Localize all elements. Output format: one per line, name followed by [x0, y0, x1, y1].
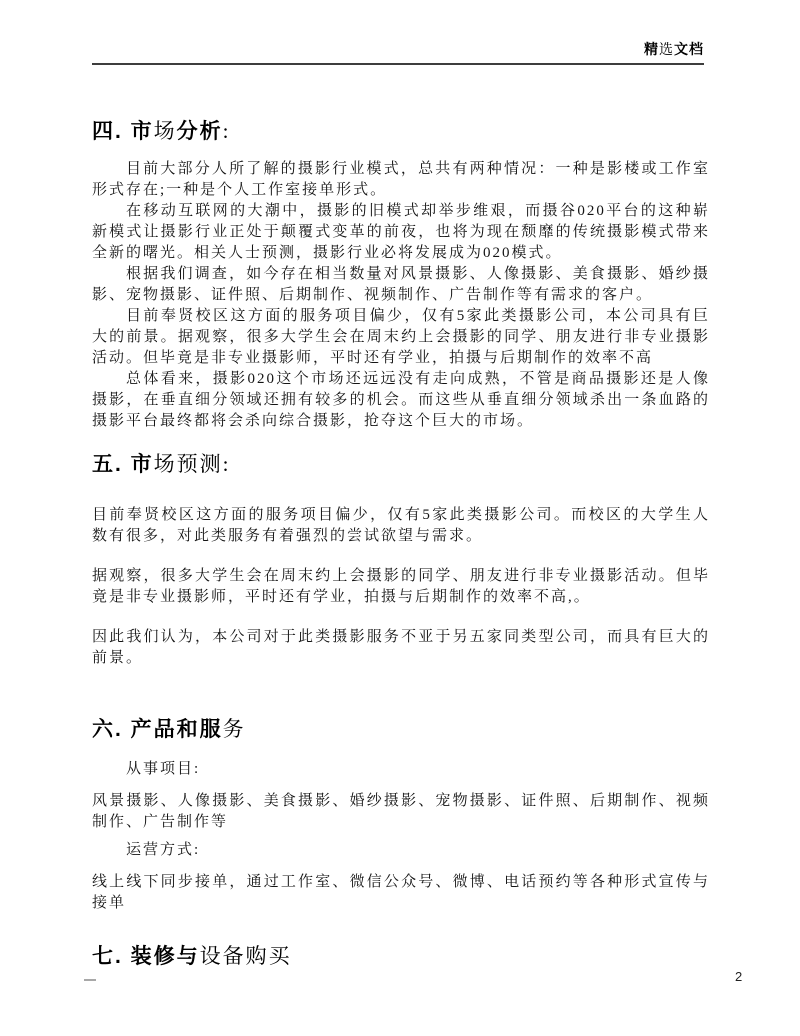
section-products-services — [92, 716, 710, 921]
text-segment: 六. 产品和服 — [92, 718, 223, 741]
paragraph: 根据我们调查，如今存在相当数量对风景摄影、人像摄影、美食摄影、婚纱摄影、宠物摄影、证件照、后期制作、视频制作、广告制作等有需求的客户。 — [92, 266, 710, 303]
text-segment: 务 — [222, 717, 246, 741]
text-segment: 七. 装修与 — [92, 945, 200, 968]
paragraph: 目前大部分人所了解的摄影行业模式，总共有两种情况：一种是影楼或工作室形式存在;一种是个人工作室接单形式。 — [92, 161, 710, 198]
text-segment: 五. 市 — [92, 453, 154, 476]
text-segment: 设备购买 — [199, 944, 292, 968]
paragraph: 从事项目: — [126, 761, 201, 777]
paragraph: 目前奉贤校区这方面的服务项目偏少，仅有5家此类摄影公司，本公司具有巨大的前景。据观察，很多大学生会在周末约上会摄影的同学、朋友进行非专业摄影活动。但毕竟是非专业摄影师，平时还有学业，拍摄与后期制作的效率不高 — [92, 308, 710, 366]
text-segment: 分析 — [176, 120, 223, 143]
text-segment: 精 — [644, 41, 659, 57]
section-heading-renovation-equipment — [92, 943, 710, 970]
paragraph: 风景摄影、人像摄影、美食摄影、婚纱摄影、宠物摄影、证件照、后期制作、视频制作、广告制作等 — [92, 793, 710, 830]
paragraph: 运营方式: — [126, 842, 201, 858]
section-heading-products-services — [92, 716, 710, 743]
section-renovation-equipment — [92, 943, 710, 970]
text-segment: 选 — [659, 43, 674, 58]
section-heading-market-forecast — [92, 451, 710, 478]
section-market-forecast — [92, 451, 710, 688]
paragraph: 据观察，很多大学生会在周末约上会摄影的同学、朋友进行非专业摄影活动。但毕竟是非专业摄影师，平时还有学业，拍摄与后期制作的效率不高,。 — [92, 568, 710, 605]
footer-dash — [84, 979, 96, 981]
text-segment: 文档 — [674, 41, 704, 57]
paragraph: 因此我们认为，本公司对于此类摄影服务不亚于另五家同类型公司，而具有巨大的前景。 — [92, 629, 710, 666]
text-segment: 场预测: — [153, 452, 231, 476]
paragraph: 线上线下同步接单，通过工作室、微信公众号、微博、电话预约等各种形式宣传与接单 — [92, 874, 710, 911]
section-heading-market-analysis — [92, 118, 710, 145]
text-segment: 场 — [153, 119, 177, 143]
document-body — [92, 0, 710, 970]
section-market-analysis — [92, 118, 710, 432]
paragraph: 目前奉贤校区这方面的服务项目偏少，仅有5家此类摄影公司。而校区的大学生人数有很多，对此类服务有着强烈的尝试欲望与需求。 — [92, 507, 710, 544]
text-segment: : — [222, 119, 231, 143]
page-number: 2 — [735, 969, 743, 984]
paragraph: 总体看来，摄影020这个市场还远远没有走向成熟，不管是商品摄影还是人像摄影，在垂直细分领域还拥有较多的机会。而这些从垂直细分领域杀出一条血路的摄影平台最终都将会杀向综合摄影，抢夺这个巨大的市场。 — [92, 371, 710, 429]
text-segment: 四. 市 — [92, 120, 154, 143]
paragraph: 在移动互联网的大潮中，摄影的旧模式却举步维艰，而摄谷020平台的这种崭新模式让摄影行业正处于颠覆式变革的前夜，也将为现在颓靡的传统摄影模式带来全新的曙光。相关人士预测，摄影行业必将发展成为020模式。 — [92, 203, 710, 261]
